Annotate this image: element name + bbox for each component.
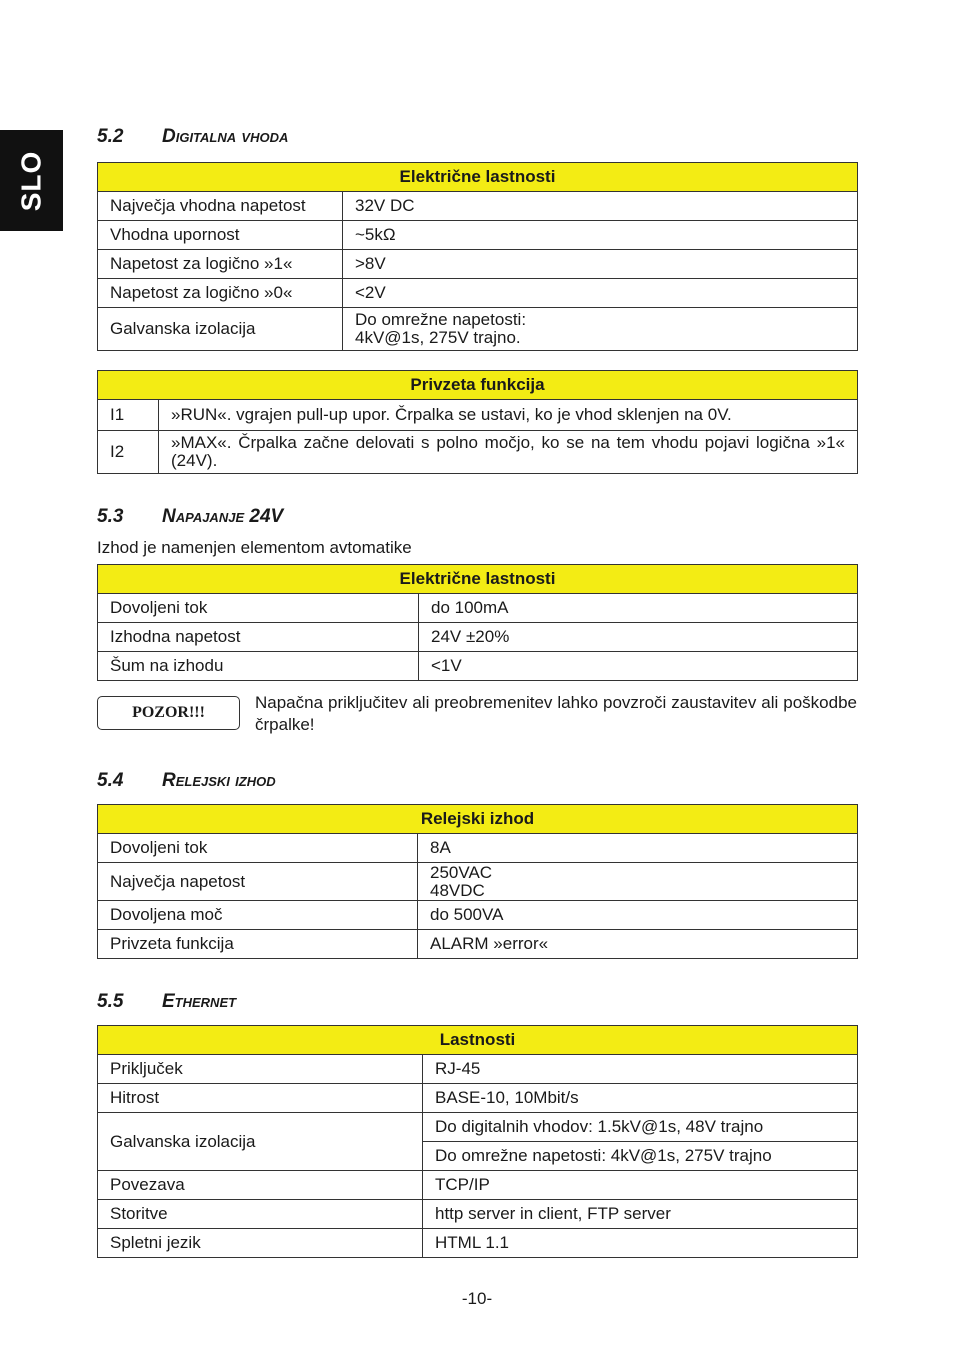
- table-row: Galvanska izolacija Do omrežne napetosti: 4kV@1s, 275V trajno.: [98, 308, 858, 351]
- table-header: Relejski izhod: [98, 805, 858, 834]
- section-heading-5-3: 5.3 Napajanje 24V: [97, 506, 284, 527]
- table-row: Napetost za logično »0« <2V: [98, 279, 858, 308]
- digital-inputs-function-table: [97, 370, 858, 474]
- section-heading-5-4: 5.4 Relejski izhod: [97, 770, 276, 791]
- table-row: I2 »MAX«. Črpalka začne delovati s polno močjo, ko se na tem vhodu pojavi logična »1« (24V).: [98, 431, 858, 474]
- table-header: Električne lastnosti: [98, 565, 858, 594]
- table-row: Dovoljeni tok do 100mA: [98, 594, 858, 623]
- section-heading-5-2: 5.2 Digitalna vhoda: [97, 126, 289, 147]
- section-heading-5-5: 5.5 Ethernet: [97, 991, 237, 1012]
- table-row: I1 »RUN«. vgrajen pull-up upor. Črpalka se ustavi, ko je vhod sklenjen na 0V.: [98, 400, 858, 431]
- table-row: Dovoljena moč do 500VA: [98, 901, 858, 930]
- table-row: Napetost za logično »1« >8V: [98, 250, 858, 279]
- table-row: Šum na izhodu <1V: [98, 652, 858, 681]
- table-row: Storitve http server in client, FTP server: [98, 1200, 858, 1229]
- table-row: Hitrost BASE-10, 10Mbit/s: [98, 1084, 858, 1113]
- table-row: Največja napetost 250VAC 48VDC: [98, 863, 858, 901]
- warning-text: Napačna priključitev ali preobremenitev lahko povzroči zaustavitev ali poškodbe črpalke!: [255, 693, 857, 734]
- table-row: Do omrežne napetosti: 4kV@1s, 275V trajno: [98, 1142, 858, 1171]
- table-row: Priključek RJ-45: [98, 1055, 858, 1084]
- power-24v-table: [97, 564, 858, 681]
- ethernet-table: [97, 1025, 858, 1258]
- table-row: Spletni jezik HTML 1.1: [98, 1229, 858, 1258]
- table-header: Lastnosti: [98, 1026, 858, 1055]
- table-row: Dovoljeni tok 8A: [98, 834, 858, 863]
- table-row: Izhodna napetost 24V ±20%: [98, 623, 858, 652]
- relay-output-table: [97, 804, 858, 959]
- table-row: Privzeta funkcija ALARM »error«: [98, 930, 858, 959]
- table-row: Povezava TCP/IP: [98, 1171, 858, 1200]
- table-header: Privzeta funkcija: [98, 371, 858, 400]
- warning-label: POZOR!!!: [132, 704, 205, 721]
- table-header: Električne lastnosti: [98, 163, 858, 192]
- language-tab-label: SLO: [15, 150, 47, 211]
- table-row: Galvanska izolacija Do digitalnih vhodov: 1.5kV@1s, 48V trajno: [98, 1113, 858, 1142]
- table-row: Največja vhodna napetost 32V DC: [98, 192, 858, 221]
- warning-label-box: [97, 696, 240, 730]
- digital-inputs-electrical-table: [97, 162, 858, 351]
- language-tab: [0, 130, 63, 231]
- page-number: -10-: [461, 1289, 493, 1308]
- section-intro: Izhod je namenjen elementom avtomatike: [97, 538, 412, 557]
- table-row: Vhodna upornost ~5kΩ: [98, 221, 858, 250]
